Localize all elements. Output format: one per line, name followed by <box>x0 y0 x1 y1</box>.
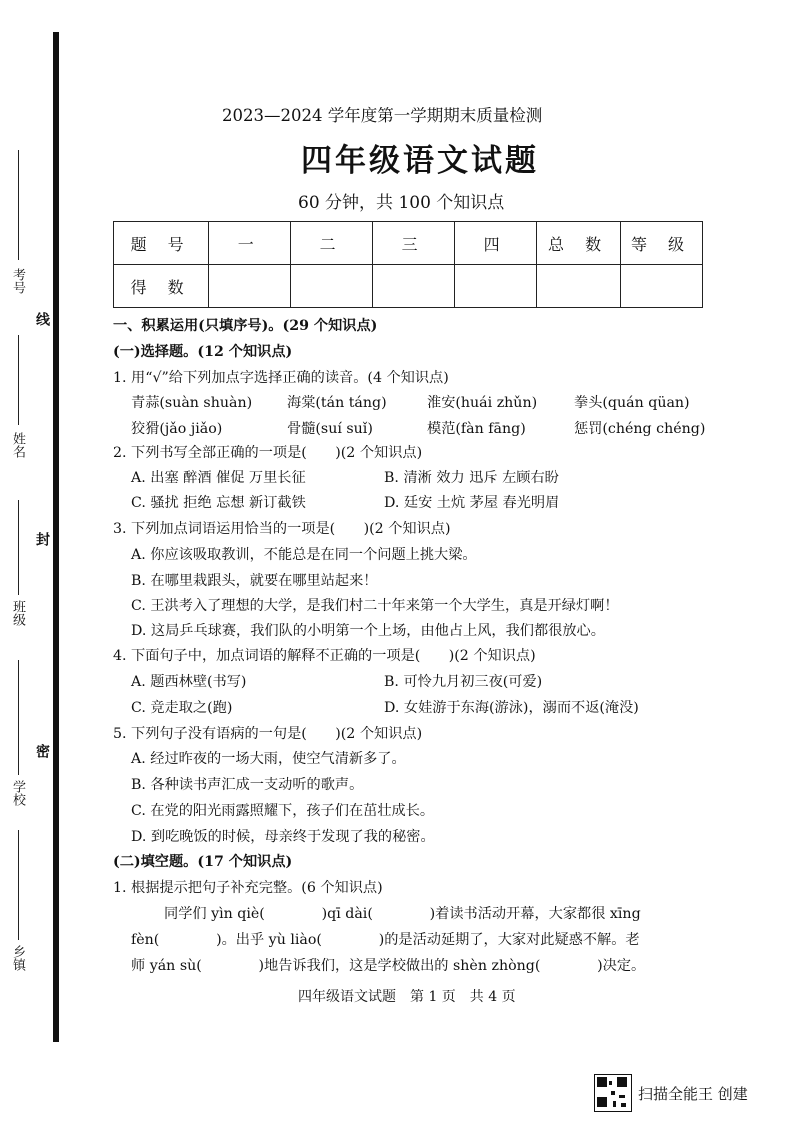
q1-option: 模范(fàn fāng) <box>427 421 526 437</box>
q3-stem: 3. 下列加点词语运用恰当的一项是( )(2 个知识点) <box>113 521 451 537</box>
fill-q1-stem: 1. 根据提示把句子补充完整。(6 个知识点) <box>113 880 383 896</box>
score-cell-grade: 等 级 <box>620 222 702 265</box>
binding-bar <box>53 32 59 1042</box>
score-cell-total: 总 数 <box>537 222 621 265</box>
term-header: 2023—2024 学年度第一学期期末质量检测 <box>222 106 543 125</box>
part1-heading: 一、积累运用(只填序号)。(29 个知识点) <box>113 318 378 334</box>
score-input-2[interactable] <box>291 265 373 308</box>
score-input-grade[interactable] <box>620 265 702 308</box>
fill-q1-line-1: 同学们 yìn qiè( )qī dài( )着读书活动开幕，大家都很 xīng <box>164 906 641 922</box>
q2-option-c: C. 骚扰 拒绝 忘想 新订截铁 <box>131 495 306 511</box>
q4-stem: 4. 下面句子中，加点词语的解释不正确的一项是( )(2 个知识点) <box>113 648 536 664</box>
q1-option: 淮安(huái zhǔn) <box>427 395 538 411</box>
name-line <box>18 335 19 425</box>
q1-option: 惩罚(chéng chéng) <box>574 421 706 437</box>
fill-q1-line-3: 师 yán sù( )地告诉我们，这是学校做出的 shèn zhòng( )决定。 <box>131 958 646 974</box>
score-table-score-row <box>114 265 703 308</box>
name-label: 姓名 <box>10 432 25 458</box>
q5-option-a: A. 经过昨夜的一场大雨，使空气清新多了。 <box>131 751 406 767</box>
q3-option-d: D. 这局乒乓球赛，我们队的小明第一个上场，由他占上风，我们都很放心。 <box>131 623 605 639</box>
township-line <box>18 830 19 940</box>
q5-option-d: D. 到吃晚饭的时候，母亲终于发现了我的秘密。 <box>131 829 435 845</box>
exam-number-label: 考号 <box>10 268 25 294</box>
score-cell-1: 一 <box>209 222 291 265</box>
score-cell-3: 三 <box>373 222 455 265</box>
q5-stem: 5. 下列句子没有语病的一句是( )(2 个知识点) <box>113 726 423 742</box>
seal-line-mark: 线 <box>34 312 50 326</box>
q4-option-d: D. 女娃游于东海(游泳)，溺而不返(淹没) <box>384 700 639 716</box>
q4-option-b: B. 可怜九月初三夜(可爱) <box>384 674 543 690</box>
q4-option-c: C. 竞走取之(跑) <box>131 700 233 716</box>
score-table <box>113 221 703 308</box>
q1-option: 青蒜(suàn shuàn) <box>131 395 253 411</box>
q1-option: 拳头(quán qüan) <box>574 395 690 411</box>
township-label: 乡镇 <box>10 945 25 971</box>
score-input-total[interactable] <box>537 265 621 308</box>
q1-stem: 1. 用“√”给下列加点字选择正确的读音。(4 个知识点) <box>113 370 449 386</box>
fill-q1-line-2: fèn( )。出乎 yù liào( )的是活动延期了，大家对此疑惑不解。老 <box>131 932 640 948</box>
score-cell-2: 二 <box>291 222 373 265</box>
qr-code-icon <box>594 1074 632 1112</box>
section-fill-heading: (二)填空题。(17 个知识点) <box>113 854 293 870</box>
q3-option-a: A. 你应该吸取教训，不能总是在同一个问题上挑大梁。 <box>131 547 477 563</box>
q2-stem: 2. 下列书写全部正确的一项是( )(2 个知识点) <box>113 445 423 461</box>
q2-option-d: D. 廷安 土炕 茅屋 春光明眉 <box>384 495 560 511</box>
q1-option: 海棠(tán táng) <box>287 395 387 411</box>
q1-option: 狡猾(jǎo jiǎo) <box>131 421 223 437</box>
score-row-label: 得 数 <box>114 265 209 308</box>
q5-option-b: B. 各种读书声汇成一支动听的歌声。 <box>131 777 364 793</box>
score-cell-label: 题 号 <box>114 222 209 265</box>
q3-option-b: B. 在哪里栽跟头，就要在哪里站起来！ <box>131 573 378 589</box>
score-input-4[interactable] <box>455 265 537 308</box>
scanner-watermark: 扫描全能王 创建 <box>638 1085 748 1103</box>
secret-mark: 密 <box>34 744 50 758</box>
school-label: 学校 <box>10 780 25 806</box>
section-choice-heading: (一)选择题。(12 个知识点) <box>113 344 293 360</box>
page-title: 四年级语文试题 <box>301 143 539 179</box>
school-line <box>18 660 19 775</box>
page-subtitle: 60 分钟，共 100 个知识点 <box>298 193 505 213</box>
q3-option-c: C. 王洪考入了理想的大学，是我们村二十年来第一个大学生，真是开绿灯啊！ <box>131 598 619 614</box>
score-input-1[interactable] <box>209 265 291 308</box>
q5-option-c: C. 在党的阳光雨露照耀下，孩子们在茁壮成长。 <box>131 803 435 819</box>
q2-option-b: B. 清淅 效力 迅斥 左顾右盼 <box>384 470 559 486</box>
class-line <box>18 500 19 595</box>
score-cell-4: 四 <box>455 222 537 265</box>
q1-option: 骨髓(suí suǐ) <box>287 421 373 437</box>
q2-option-a: A. 出塞 醉酒 催促 万里长征 <box>131 470 306 486</box>
score-input-3[interactable] <box>373 265 455 308</box>
class-label: 班级 <box>10 600 25 626</box>
score-table-header-row <box>114 222 703 265</box>
seal-mark: 封 <box>34 532 50 546</box>
q4-option-a: A. 题西林壁(书写) <box>131 674 247 690</box>
exam-number-line <box>18 150 19 260</box>
page-footer: 四年级语文试题 第 1 页 共 4 页 <box>298 989 516 1005</box>
